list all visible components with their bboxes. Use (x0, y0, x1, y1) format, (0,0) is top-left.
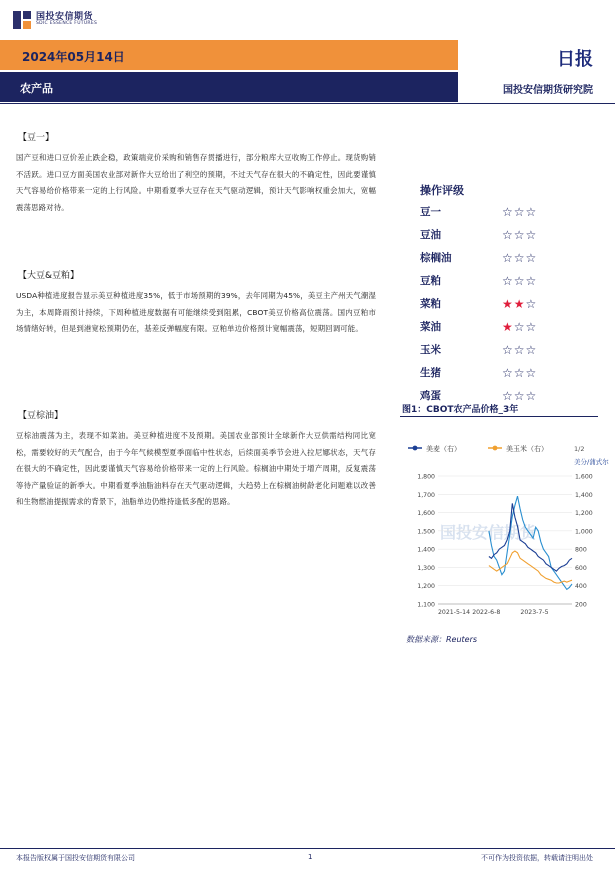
star-empty-icon: ☆ (525, 227, 538, 242)
star-empty-icon: ☆ (502, 250, 514, 265)
star-filled-icon: ★ (502, 319, 514, 334)
star-filled-icon: ★ (513, 296, 526, 311)
y-left-tick-label: 1,600 (417, 510, 435, 518)
rating-name: 鸡蛋 (420, 390, 441, 402)
star-filled-icon: ★ (502, 296, 514, 311)
legend-marker (493, 446, 498, 451)
watermark: 国投安信期货 (440, 523, 537, 542)
star-rating-icon (502, 389, 537, 403)
star-empty-icon: ☆ (513, 204, 526, 219)
star-empty-icon: ☆ (502, 388, 514, 403)
star-empty-icon: ☆ (513, 319, 526, 334)
rating-row (420, 361, 560, 384)
report-type: 日报 (557, 49, 593, 70)
star-empty-icon: ☆ (513, 273, 526, 288)
rating-name: 生猪 (420, 367, 441, 379)
star-empty-icon: ☆ (502, 204, 514, 219)
star-rating-icon (502, 228, 537, 242)
section-body-oils: 豆棕油震荡为主，表现不如菜油。美豆种植进度不及预期。美国农业部预计全球新作大豆供需结构同比宽松，需要较好的天气配合，由于今年气候模型夏季面临中性状态，后续面美季节会进入拉尼娜状态，天气存在很大的不确定性，因此要谨慎天气容易给价格带来一定的上行风险。棕榈油中期处于增产周期，反复震荡等待产量验证的新季大。中期看夏季油脂油料存在天气驱动逻辑，大趋势上在棕榈油树龄老化问题难以改善和生物燃油提振需求的背景下，油脂单边仍维持逢低多配的思路。 (16, 431, 376, 507)
series-line (489, 503, 572, 571)
rating-row (420, 246, 560, 269)
logo-mark-icon (12, 10, 32, 30)
star-empty-icon: ☆ (525, 250, 538, 265)
rating-list (420, 200, 560, 407)
star-empty-icon: ☆ (513, 365, 526, 380)
rating-row (420, 223, 560, 246)
report-category: 农产品 (20, 82, 53, 95)
figure-source: 数据来源：Reuters (406, 635, 478, 644)
figure-title: 图1：CBOT农产品价格_3年 (402, 405, 519, 415)
star-empty-icon: ☆ (525, 365, 538, 380)
footer-disclaimer: 不可作为投资依据，转载请注明出处 (481, 854, 593, 862)
section-body-soybean-one: 国产豆和进口豆价差止跌企稳，政策端竞价采购和销售存贯播进行，部分粮库大豆收购工作停止。现货购销不活跃。进口豆方面美国农业部对新作大豆给出了利空的预期，不过天气存在很大的不确定性，因此要谨慎天气容易给价格带来一定的上行风险。中期看夏季大豆存在天气驱动逻辑，预计天气影响权重会加大，宽幅震荡思路对待。 (16, 153, 376, 212)
star-rating-icon (502, 366, 537, 380)
rating-row (420, 269, 560, 292)
rating-row (420, 315, 560, 338)
section-title-oils: 【豆棕油】 (18, 411, 64, 421)
y-left-tick-label: 1,100 (417, 601, 435, 609)
y-right-tick-label: 800 (575, 546, 587, 554)
y-left-tick-label: 1,200 (417, 583, 435, 591)
rating-name: 棕榈油 (420, 252, 452, 264)
rating-name: 菜油 (420, 321, 441, 333)
page-number: 1 (308, 853, 313, 861)
y-left-tick-label: 1,500 (417, 528, 435, 536)
star-rating-icon (502, 205, 537, 219)
rating-title: 操作评级 (420, 184, 464, 197)
x-tick-label: 2023-7-5 (520, 609, 549, 616)
rating-row (420, 292, 560, 315)
y-left-tick-label: 1,700 (417, 491, 435, 499)
rating-name: 豆一 (420, 206, 441, 218)
section-title-soybean-one: 【豆一】 (18, 133, 55, 143)
figure-title-divider (400, 416, 598, 417)
legend-label: 美麦（右） (426, 445, 461, 453)
star-empty-icon: ☆ (525, 204, 538, 219)
series-line (489, 551, 572, 583)
series-line (489, 496, 572, 589)
star-empty-icon: ☆ (525, 388, 538, 403)
header-divider (0, 103, 615, 104)
legend-pager: 1/2 (574, 445, 585, 453)
star-empty-icon: ☆ (502, 227, 514, 242)
star-empty-icon: ☆ (525, 342, 538, 357)
price-chart-svg (402, 436, 609, 626)
rating-row (420, 338, 560, 361)
date-bar (0, 40, 458, 70)
star-rating-icon (502, 343, 537, 357)
y-right-tick-label: 400 (575, 583, 587, 591)
rating-name: 豆油 (420, 229, 441, 241)
institute-name: 国投安信期货研究院 (503, 85, 593, 96)
y-right-tick-label: 1,000 (575, 528, 593, 536)
y-left-tick-label: 1,400 (417, 546, 435, 554)
star-empty-icon: ☆ (513, 250, 526, 265)
institute-area (458, 72, 615, 102)
rating-name: 豆粕 (420, 275, 441, 287)
section-body-soybean-meal: USDA种植进度报告显示美豆种植进度35%，低于市场预期的39%，去年同期为45%，美豆主产州天气潮湿为主，本周降雨预计持续，下周种植进度数据有可能继续受到阻累，CBOT美豆价格高位震荡。国内豆粕市场情绪好转，但是到港宽松预期仍在，基差反弹幅度有限。豆粕单边价格预计宽幅震荡，短期回调可能。 (16, 291, 376, 334)
x-tick-label: 2022-6-8 (472, 609, 501, 616)
y-right-tick-label: 1,200 (575, 510, 593, 518)
legend-marker (413, 446, 418, 451)
section-title-soybean-meal: 【大豆&豆粕】 (18, 271, 80, 281)
y-right-tick-label: 600 (575, 564, 587, 572)
rating-name: 玉米 (420, 344, 441, 356)
category-bar (0, 72, 458, 102)
report-type-area (458, 40, 615, 70)
star-empty-icon: ☆ (502, 365, 514, 380)
star-rating-icon (502, 251, 537, 265)
unit-label: 美分/蒲式尔 (574, 458, 609, 466)
star-empty-icon: ☆ (502, 273, 514, 288)
star-rating-icon (502, 320, 537, 334)
company-logo (12, 6, 152, 34)
star-rating-icon (502, 274, 537, 288)
logo-name-cn: 国投安信期货 (36, 11, 94, 22)
star-empty-icon: ☆ (502, 342, 514, 357)
footer-copyright: 本报告版权属于国投安信期货有限公司 (16, 854, 135, 862)
y-right-tick-label: 200 (575, 601, 587, 609)
legend-label: 美玉米（右） (506, 445, 548, 453)
y-right-tick-label: 1,400 (575, 491, 593, 499)
footer-divider (0, 848, 615, 849)
star-empty-icon: ☆ (525, 319, 538, 334)
star-empty-icon: ☆ (525, 296, 538, 311)
x-tick-label: 2021-5-14 (438, 609, 471, 616)
star-empty-icon: ☆ (525, 273, 538, 288)
star-rating-icon (502, 297, 537, 311)
logo-name-en: SDIC ESSENCE FUTURES (36, 21, 98, 27)
star-empty-icon: ☆ (513, 342, 526, 357)
star-empty-icon: ☆ (513, 388, 526, 403)
y-left-tick-label: 1,300 (417, 564, 435, 572)
report-date: 2024年05月14日 (22, 50, 125, 64)
rating-name: 菜粕 (420, 298, 441, 310)
star-empty-icon: ☆ (513, 227, 526, 242)
rating-row (420, 200, 560, 223)
price-chart (402, 436, 609, 626)
y-right-tick-label: 1,600 (575, 473, 593, 481)
y-left-tick-label: 1,800 (417, 473, 435, 481)
